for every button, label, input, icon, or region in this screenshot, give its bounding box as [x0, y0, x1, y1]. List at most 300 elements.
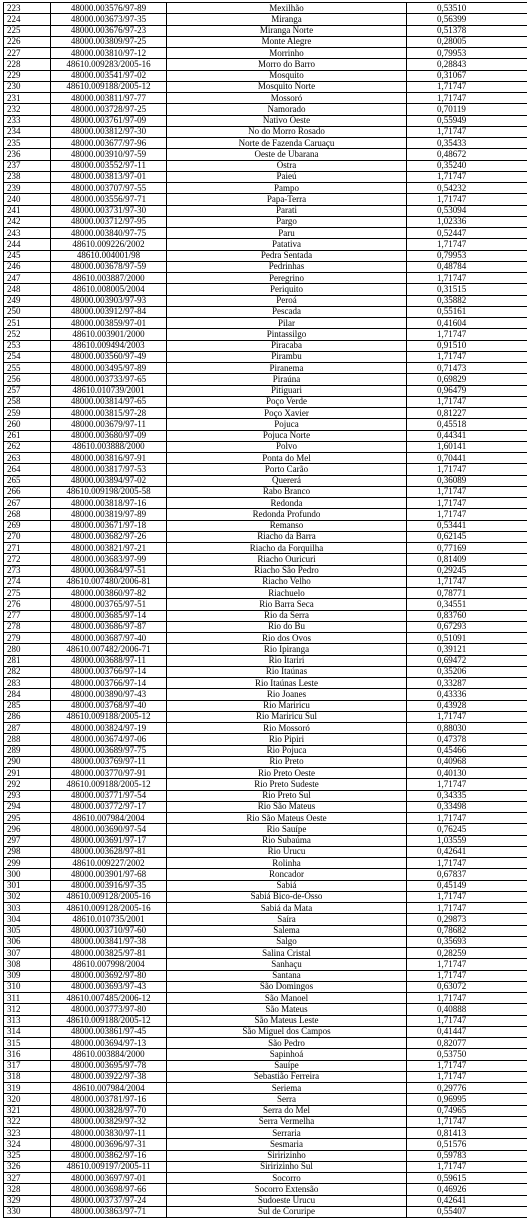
table-row [4, 1083, 527, 1094]
field-name: Salema [167, 925, 407, 936]
table-row [4, 329, 527, 340]
process-number: 48000.003679/97-11 [51, 419, 167, 430]
process-number: 48000.003671/97-18 [51, 520, 167, 531]
row-number: 284 [4, 689, 51, 700]
table-row [4, 700, 527, 711]
coefficient-value: 0,91510 [407, 340, 527, 351]
table-row [4, 138, 527, 149]
table-row [4, 70, 527, 81]
table-row [4, 689, 527, 700]
process-number: 48610.010735/2001 [51, 914, 167, 925]
coefficient-value: 0,78682 [407, 925, 527, 936]
process-number: 48000.003841/97-38 [51, 936, 167, 947]
table-row [4, 115, 527, 126]
process-number: 48610.003887/2000 [51, 273, 167, 284]
process-number: 48000.003861/97-45 [51, 1026, 167, 1037]
coefficient-value: 1,71747 [407, 993, 527, 1004]
coefficient-value: 1,71747 [407, 779, 527, 790]
row-number: 252 [4, 329, 51, 340]
field-name: Rio Itaúnas Leste [167, 678, 407, 689]
row-number: 223 [4, 3, 51, 14]
field-name: Pojuca Norte [167, 430, 407, 441]
field-name: Rio Ipiranga [167, 644, 407, 655]
process-number: 48610.007485/2006-12 [51, 993, 167, 1004]
table-row [4, 14, 527, 25]
process-number: 48000.003556/97-71 [51, 194, 167, 205]
row-number: 274 [4, 576, 51, 587]
coefficient-value: 0,55407 [407, 1206, 527, 1217]
field-name: Rio Pipiri [167, 734, 407, 745]
coefficient-value: 0,78771 [407, 588, 527, 599]
row-number: 253 [4, 340, 51, 351]
field-name: Rio dos Ovos [167, 633, 407, 644]
row-number: 327 [4, 1173, 51, 1184]
coefficient-value: 1,71747 [407, 126, 527, 137]
table-row [4, 261, 527, 272]
row-number: 285 [4, 700, 51, 711]
coefficient-value: 0,41604 [407, 318, 527, 329]
field-name: Seriema [167, 1083, 407, 1094]
coefficient-value: 1,71747 [407, 464, 527, 475]
row-number: 278 [4, 621, 51, 632]
process-number: 48610.009188/2005-12 [51, 81, 167, 92]
coefficient-value: 0,55161 [407, 306, 527, 317]
process-number: 48000.003813/97-01 [51, 171, 167, 182]
process-number: 48000.003552/97-11 [51, 160, 167, 171]
coefficient-value: 0,59783 [407, 1150, 527, 1161]
field-name: Miranga [167, 14, 407, 25]
coefficient-value: 0,55949 [407, 115, 527, 126]
coefficient-value: 0,88030 [407, 723, 527, 734]
row-number: 261 [4, 430, 51, 441]
coefficient-value: 1,71747 [407, 576, 527, 587]
table-row [4, 813, 527, 824]
process-number: 48000.003863/97-71 [51, 1206, 167, 1217]
coefficient-value: 0,36089 [407, 475, 527, 486]
table-row [4, 1071, 527, 1082]
coefficient-value: 0,71473 [407, 363, 527, 374]
field-name: Rio São Mateus [167, 801, 407, 812]
coefficient-value: 0,40968 [407, 756, 527, 767]
process-number: 48000.003769/97-11 [51, 756, 167, 767]
row-number: 238 [4, 171, 51, 182]
coefficient-value: 0,70441 [407, 453, 527, 464]
coefficient-value: 0,69829 [407, 374, 527, 385]
row-number: 325 [4, 1150, 51, 1161]
table-row [4, 183, 527, 194]
field-name: Rio Sauípe [167, 824, 407, 835]
table-row [4, 228, 527, 239]
table-row [4, 959, 527, 970]
coefficient-value: 1,71747 [407, 194, 527, 205]
field-name: Monte Alegre [167, 36, 407, 47]
table-row [4, 216, 527, 227]
field-name: Rio Urucu [167, 846, 407, 857]
process-number: 48000.003770/97-91 [51, 768, 167, 779]
coefficient-value: 0,51378 [407, 25, 527, 36]
coefficient-value: 0,28259 [407, 948, 527, 959]
table-row [4, 790, 527, 801]
process-number: 48000.003766/97-14 [51, 666, 167, 677]
table-row [4, 948, 527, 959]
row-number: 255 [4, 363, 51, 374]
field-name: São Domingos [167, 981, 407, 992]
field-name: Morrinho [167, 48, 407, 59]
coefficient-value: 0,34551 [407, 599, 527, 610]
row-number: 251 [4, 318, 51, 329]
table-row [4, 1105, 527, 1116]
coefficient-value: 1,71747 [407, 273, 527, 284]
coefficient-value: 1,71747 [407, 1060, 527, 1071]
process-number: 48000.003814/97-65 [51, 396, 167, 407]
table-row [4, 93, 527, 104]
table-row [4, 554, 527, 565]
field-name: Patativa [167, 239, 407, 250]
field-name: Rio Mariricu Sul [167, 711, 407, 722]
coefficient-value: 1,71747 [407, 1015, 527, 1026]
process-number: 48000.003678/97-59 [51, 261, 167, 272]
coefficient-value: 0,63072 [407, 981, 527, 992]
table-row [4, 880, 527, 891]
process-number: 48000.003673/97-35 [51, 14, 167, 25]
row-number: 276 [4, 599, 51, 610]
field-name: Piracaba [167, 340, 407, 351]
field-name: Rio Itariri [167, 655, 407, 666]
row-number: 281 [4, 655, 51, 666]
field-name: Sanhaçu [167, 959, 407, 970]
table-body [4, 3, 527, 1218]
data-table [3, 2, 527, 1218]
table-row [4, 385, 527, 396]
coefficient-value: 0,51091 [407, 633, 527, 644]
process-number: 48610.009227/2002 [51, 858, 167, 869]
row-number: 286 [4, 711, 51, 722]
row-number: 304 [4, 914, 51, 925]
coefficient-value: 0,45149 [407, 880, 527, 891]
row-number: 287 [4, 723, 51, 734]
table-row [4, 1026, 527, 1037]
table-row [4, 655, 527, 666]
coefficient-value: 0,59615 [407, 1173, 527, 1184]
process-number: 48000.003916/97-35 [51, 880, 167, 891]
table-row [4, 1195, 527, 1206]
process-number: 48000.003689/97-75 [51, 745, 167, 756]
row-number: 264 [4, 464, 51, 475]
table-row [4, 1116, 527, 1127]
table-row [4, 565, 527, 576]
table-row [4, 171, 527, 182]
field-name: Salina Cristal [167, 948, 407, 959]
field-name: Rio Subaúma [167, 835, 407, 846]
table-row [4, 835, 527, 846]
table-row [4, 824, 527, 835]
table-row [4, 59, 527, 70]
table-row [4, 194, 527, 205]
process-number: 48000.003728/97-25 [51, 104, 167, 115]
coefficient-value: 0,79953 [407, 48, 527, 59]
field-name: Parati [167, 205, 407, 216]
field-name: Pampo [167, 183, 407, 194]
coefficient-value: 1,03559 [407, 835, 527, 846]
row-number: 270 [4, 531, 51, 542]
row-number: 237 [4, 160, 51, 171]
table-row [4, 610, 527, 621]
field-name: Sabiá da Mata [167, 903, 407, 914]
coefficient-value: 0,53750 [407, 1049, 527, 1060]
process-number: 48000.003676/97-23 [51, 25, 167, 36]
field-name: São Mateus [167, 1004, 407, 1015]
table-row [4, 678, 527, 689]
row-number: 298 [4, 846, 51, 857]
process-number: 48000.003922/97-38 [51, 1071, 167, 1082]
table-row [4, 723, 527, 734]
coefficient-value: 0,54232 [407, 183, 527, 194]
process-number: 48000.003495/97-89 [51, 363, 167, 374]
row-number: 294 [4, 801, 51, 812]
row-number: 260 [4, 419, 51, 430]
row-number: 309 [4, 970, 51, 981]
table-row [4, 306, 527, 317]
row-number: 243 [4, 228, 51, 239]
table-row [4, 160, 527, 171]
field-name: Sebastião Ferreira [167, 1071, 407, 1082]
table-row [4, 318, 527, 329]
process-number: 48000.003560/97-49 [51, 351, 167, 362]
row-number: 228 [4, 59, 51, 70]
process-number: 48000.003824/97-19 [51, 723, 167, 734]
row-number: 234 [4, 126, 51, 137]
row-number: 265 [4, 475, 51, 486]
table-row [4, 441, 527, 452]
field-name: São Miguel dos Campos [167, 1026, 407, 1037]
table-row [4, 756, 527, 767]
table-row [4, 126, 527, 137]
table-row [4, 869, 527, 880]
table-row [4, 250, 527, 261]
coefficient-value: 1,71747 [407, 1116, 527, 1127]
coefficient-value: 0,39121 [407, 644, 527, 655]
row-number: 227 [4, 48, 51, 59]
table-row [4, 374, 527, 385]
table-row [4, 284, 527, 295]
process-number: 48000.003680/97-09 [51, 430, 167, 441]
field-name: Pitiguari [167, 385, 407, 396]
process-number: 48610.009188/2005-12 [51, 1015, 167, 1026]
process-number: 48000.003694/97-13 [51, 1038, 167, 1049]
field-name: Salgo [167, 936, 407, 947]
field-name: Papa-Terra [167, 194, 407, 205]
row-number: 225 [4, 25, 51, 36]
field-name: Rio Itaúnas [167, 666, 407, 677]
table-row [4, 149, 527, 160]
field-name: Pintassilgo [167, 329, 407, 340]
table-row [4, 993, 527, 1004]
field-name: Mosquito Norte [167, 81, 407, 92]
process-number: 48610.010739/2001 [51, 385, 167, 396]
coefficient-value: 0,34335 [407, 790, 527, 801]
row-number: 242 [4, 216, 51, 227]
table-row [4, 1139, 527, 1150]
process-number: 48610.009188/2005-12 [51, 779, 167, 790]
process-number: 48000.003688/97-11 [51, 655, 167, 666]
process-number: 48610.009197/2005-11 [51, 1161, 167, 1172]
coefficient-value: 0,48672 [407, 149, 527, 160]
row-number: 302 [4, 891, 51, 902]
coefficient-value: 0,35693 [407, 936, 527, 947]
coefficient-value: 0,46926 [407, 1184, 527, 1195]
table-row [4, 1049, 527, 1060]
table-row [4, 1150, 527, 1161]
field-name: Pescada [167, 306, 407, 317]
table-row [4, 419, 527, 430]
row-number: 319 [4, 1083, 51, 1094]
row-number: 320 [4, 1094, 51, 1105]
process-number: 48000.003685/97-14 [51, 610, 167, 621]
row-number: 272 [4, 554, 51, 565]
row-number: 248 [4, 284, 51, 295]
field-name: Peroá [167, 295, 407, 306]
row-number: 290 [4, 756, 51, 767]
field-name: Mexilhão [167, 3, 407, 14]
table-row [4, 633, 527, 644]
process-number: 48000.003687/97-40 [51, 633, 167, 644]
coefficient-value: 0,53441 [407, 520, 527, 531]
coefficient-value: 0,67837 [407, 869, 527, 880]
process-number: 48000.003910/97-59 [51, 149, 167, 160]
field-name: Siririzinho [167, 1150, 407, 1161]
process-number: 48000.003773/97-80 [51, 1004, 167, 1015]
row-number: 224 [4, 14, 51, 25]
field-name: Redonda [167, 498, 407, 509]
coefficient-value: 0,96995 [407, 1094, 527, 1105]
coefficient-value: 0,74965 [407, 1105, 527, 1116]
field-name: Sesmaria [167, 1139, 407, 1150]
row-number: 247 [4, 273, 51, 284]
row-number: 295 [4, 813, 51, 824]
row-number: 326 [4, 1161, 51, 1172]
table-row [4, 239, 527, 250]
coefficient-value: 0,45518 [407, 419, 527, 430]
row-number: 282 [4, 666, 51, 677]
process-number: 48000.003818/97-16 [51, 498, 167, 509]
coefficient-value: 1,71747 [407, 891, 527, 902]
process-number: 48000.003677/97-96 [51, 138, 167, 149]
coefficient-value: 1,71747 [407, 813, 527, 824]
process-number: 48000.003628/97-81 [51, 846, 167, 857]
process-number: 48000.003731/97-30 [51, 205, 167, 216]
coefficient-value: 0,31067 [407, 70, 527, 81]
field-name: Socorro Extensão [167, 1184, 407, 1195]
coefficient-value: 1,71747 [407, 970, 527, 981]
coefficient-value: 1,71747 [407, 171, 527, 182]
coefficient-value: 0,31515 [407, 284, 527, 295]
process-number: 48000.003737/97-24 [51, 1195, 167, 1206]
table-row [4, 644, 527, 655]
row-number: 296 [4, 824, 51, 835]
process-number: 48610.009226/2002 [51, 239, 167, 250]
field-name: Siririzinho Sul [167, 1161, 407, 1172]
table-row [4, 273, 527, 284]
table-row [4, 3, 527, 14]
coefficient-value: 0,44341 [407, 430, 527, 441]
process-number: 48000.003712/97-95 [51, 216, 167, 227]
table-row [4, 599, 527, 610]
coefficient-value: 0,52447 [407, 228, 527, 239]
field-name: Paru [167, 228, 407, 239]
field-name: Namorado [167, 104, 407, 115]
process-number: 48610.007984/2004 [51, 1083, 167, 1094]
row-number: 244 [4, 239, 51, 250]
coefficient-value: 0,47378 [407, 734, 527, 745]
coefficient-value: 0,28005 [407, 36, 527, 47]
process-number: 48610.009128/2005-16 [51, 891, 167, 902]
process-number: 48000.003781/97-16 [51, 1094, 167, 1105]
coefficient-value: 1,71747 [407, 351, 527, 362]
row-number: 322 [4, 1116, 51, 1127]
process-number: 48000.003830/97-11 [51, 1128, 167, 1139]
table-row [4, 891, 527, 902]
table-row [4, 396, 527, 407]
row-number: 305 [4, 925, 51, 936]
row-number: 269 [4, 520, 51, 531]
coefficient-value: 0,81227 [407, 408, 527, 419]
row-number: 226 [4, 36, 51, 47]
row-number: 239 [4, 183, 51, 194]
row-number: 311 [4, 993, 51, 1004]
process-number: 48000.003903/97-93 [51, 295, 167, 306]
field-name: Rio Pojuca [167, 745, 407, 756]
row-number: 330 [4, 1206, 51, 1217]
table-row [4, 621, 527, 632]
field-name: Nativo Oeste [167, 115, 407, 126]
coefficient-value: 1,60141 [407, 441, 527, 452]
field-name: Riachuelo [167, 588, 407, 599]
table-row [4, 1060, 527, 1071]
row-number: 300 [4, 869, 51, 880]
table-row [4, 970, 527, 981]
row-number: 299 [4, 858, 51, 869]
field-name: Pargo [167, 216, 407, 227]
table-row [4, 81, 527, 92]
process-number: 48610.007984/2004 [51, 813, 167, 824]
row-number: 268 [4, 509, 51, 520]
table-row [4, 453, 527, 464]
process-number: 48000.003684/97-51 [51, 565, 167, 576]
process-number: 48000.003766/97-14 [51, 678, 167, 689]
coefficient-value: 0,53510 [407, 3, 527, 14]
row-number: 249 [4, 295, 51, 306]
process-number: 48000.003761/97-09 [51, 115, 167, 126]
field-name: Riacho São Pedro [167, 565, 407, 576]
row-number: 323 [4, 1128, 51, 1139]
process-number: 48000.003809/97-25 [51, 36, 167, 47]
process-number: 48000.003890/97-43 [51, 689, 167, 700]
table-row [4, 363, 527, 374]
coefficient-value: 0,33498 [407, 801, 527, 812]
field-name: Sabiá Bico-de-Osso [167, 891, 407, 902]
row-number: 231 [4, 93, 51, 104]
table-row [4, 48, 527, 59]
coefficient-value: 0,51576 [407, 1139, 527, 1150]
process-number: 48000.003690/97-54 [51, 824, 167, 835]
row-number: 256 [4, 374, 51, 385]
field-name: São Mateus Leste [167, 1015, 407, 1026]
process-number: 48000.003691/97-17 [51, 835, 167, 846]
coefficient-value: 0,29873 [407, 914, 527, 925]
process-number: 48000.003810/97-12 [51, 48, 167, 59]
coefficient-value: 0,41447 [407, 1026, 527, 1037]
field-name: Rio Preto [167, 756, 407, 767]
